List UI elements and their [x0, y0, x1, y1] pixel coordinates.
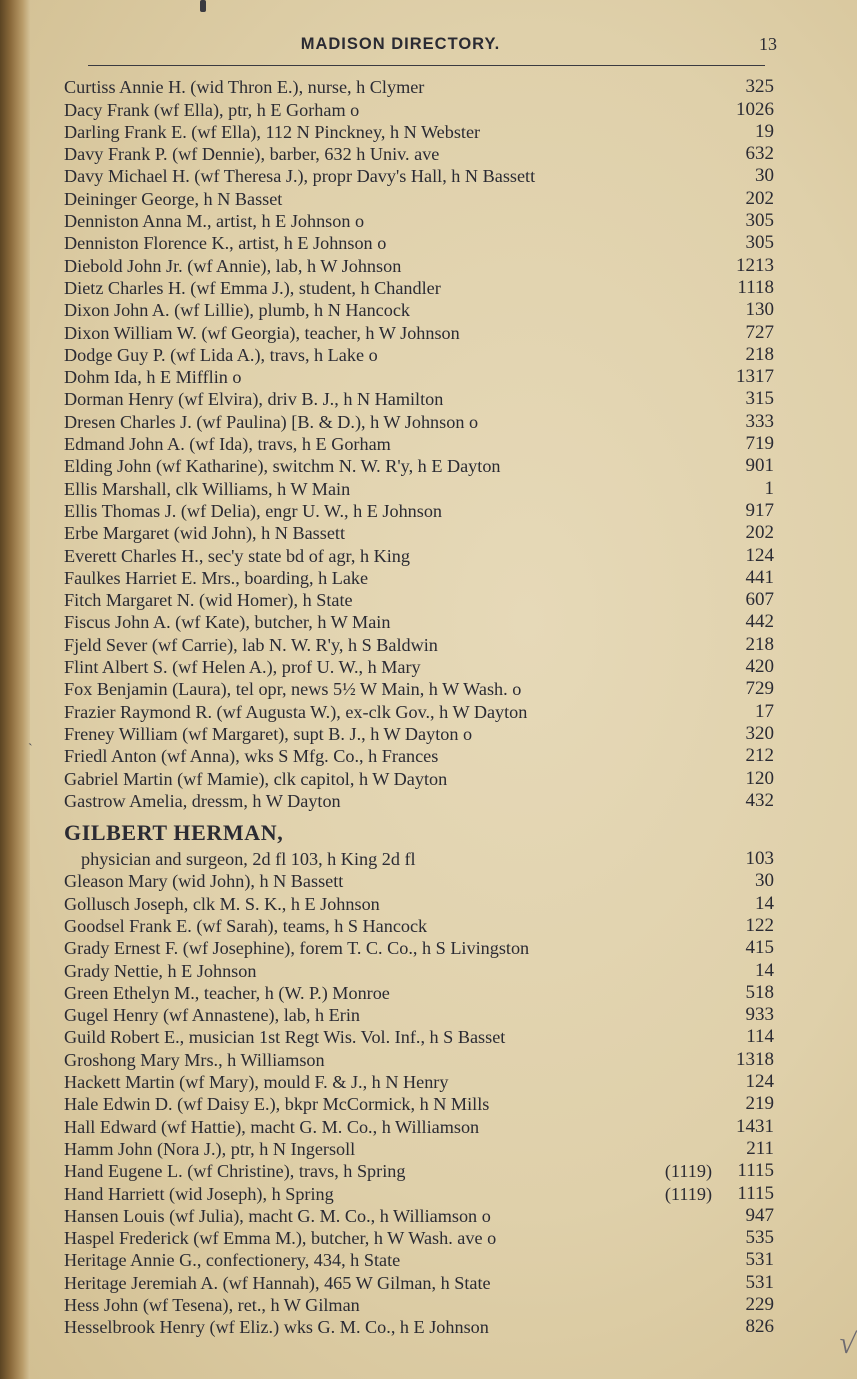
directory-entry: [64, 544, 774, 566]
entry-alt-number: (1119): [664, 1183, 712, 1204]
entry-number: 212: [745, 745, 774, 767]
directory-entry: [64, 1048, 774, 1070]
directory-entry: [64, 1227, 774, 1249]
entry-text: Hale Edwin D. (wf Daisy E.), bkpr McCormick, h N Mills: [64, 1094, 490, 1115]
directory-entry: [64, 915, 774, 937]
entry-number: 202: [745, 187, 774, 209]
entry-number: 607: [745, 589, 774, 611]
entry-text: Erbe Margaret (wid John), h N Bassett: [64, 523, 346, 544]
directory-entry: [64, 1294, 774, 1316]
entry-text: Dacy Frank (wf Ella), ptr, h E Gorham o: [64, 99, 360, 120]
entry-text: Davy Frank P. (wf Dennie), barber, 632 h Univ. ave: [64, 144, 440, 165]
directory-entry: [64, 410, 774, 432]
entry-text: Heritage Annie G., confectionery, 434, h State: [64, 1250, 401, 1271]
entry-text: Groshong Mary Mrs., h Williamson: [64, 1049, 325, 1070]
directory-entry: [64, 76, 774, 98]
entry-number: 933: [745, 1004, 774, 1026]
entry-text: Fox Benjamin (Laura), tel opr, news 5½ W Main, h W Wash. o: [64, 679, 522, 700]
entry-number: 901: [745, 455, 774, 477]
entries-list-top: [64, 76, 774, 812]
entry-text: Elding John (wf Katharine), switchm N. W. R'y, h E Dayton: [64, 456, 501, 477]
directory-entry: [64, 1316, 774, 1338]
entry-text: Green Ethelyn M., teacher, h (W. P.) Monroe: [64, 982, 390, 1003]
entry-text: Gugel Henry (wf Annastene), lab, h Erin: [64, 1005, 360, 1026]
entry-number: 30: [755, 870, 774, 892]
directory-entry: [64, 277, 774, 299]
directory-entry: [64, 589, 774, 611]
page-number: 13: [759, 34, 777, 54]
entry-text: Dixon William W. (wf Georgia), teacher, h W Johnson: [64, 322, 460, 343]
entry-text: Denniston Florence K., artist, h E Johnson o: [64, 233, 387, 254]
directory-entry: [64, 700, 774, 722]
entry-number: 441: [745, 566, 774, 588]
entry-text: Freney William (wf Margaret), supt B. J., h W Dayton o: [64, 723, 473, 744]
entry-number: 114: [746, 1026, 774, 1048]
directory-entry: [64, 767, 774, 789]
directory-entry: [64, 1115, 774, 1137]
directory-entry: [64, 892, 774, 914]
directory-entry: [64, 477, 774, 499]
entry-text: Everett Charles H., sec'y state bd of agr, h King: [64, 545, 410, 566]
entry-text: Ellis Marshall, clk Williams, h W Main: [64, 478, 351, 499]
entry-number: 305: [745, 232, 774, 254]
entry-number: 1317: [736, 366, 774, 388]
entry-text: Fiscus John A. (wf Kate), butcher, h W Main: [64, 612, 391, 633]
entry-number: 325: [745, 76, 774, 98]
entry-number: 211: [746, 1137, 774, 1159]
entry-text: Friedl Anton (wf Anna), wks S Mfg. Co., h Frances: [64, 746, 439, 767]
entry-text: Dohm Ida, h E Mifflin o: [64, 367, 242, 388]
entry-number: 218: [745, 633, 774, 655]
entry-number: 124: [745, 1071, 774, 1093]
entry-number: 1213: [736, 254, 774, 276]
directory-entry: [64, 433, 774, 455]
entry-number: 719: [745, 433, 774, 455]
featured-name: GILBERT HERMAN,: [64, 819, 284, 845]
entry-text: Darling Frank E. (wf Ella), 112 N Pinckney, h N Webster: [64, 121, 481, 142]
directory-entry: [64, 567, 774, 589]
entry-text: Hand Eugene L. (wf Christine), travs, h Spring: [64, 1161, 406, 1182]
directory-entry: [64, 870, 774, 892]
entry-number: 415: [745, 937, 774, 959]
entry-number: 122: [745, 914, 774, 936]
entry-text: physician and surgeon, 2d fl 103, h King 2d fl: [81, 849, 416, 870]
directory-entry: [64, 1205, 774, 1227]
directory-entry: [64, 522, 774, 544]
directory-entry: [64, 1071, 774, 1093]
entry-number: 632: [745, 143, 774, 165]
margin-mark: `: [28, 742, 33, 757]
directory-entry: [64, 656, 774, 678]
directory-entry: [64, 321, 774, 343]
featured-entry-name: [64, 812, 774, 848]
header-rule: [88, 65, 765, 66]
directory-entry: [64, 745, 774, 767]
entry-text: Haspel Frederick (wf Emma M.), butcher, h W Wash. ave o: [64, 1228, 497, 1249]
directory-entry: [64, 611, 774, 633]
directory-entry: [64, 344, 774, 366]
directory-entry: [64, 455, 774, 477]
entry-number: 1: [764, 477, 774, 499]
directory-entries: [64, 76, 774, 1338]
entry-text: Dixon John A. (wf Lillie), plumb, h N Hancock: [64, 300, 411, 321]
directory-entry: [64, 937, 774, 959]
entry-text: Guild Robert E., musician 1st Regt Wis. Vol. Inf., h S Basset: [64, 1027, 506, 1048]
featured-entry-detail: [64, 848, 774, 870]
directory-entry: [64, 500, 774, 522]
entry-text: Hansen Louis (wf Julia), macht G. M. Co., h Williamson o: [64, 1205, 491, 1226]
directory-entry: [64, 790, 774, 812]
directory-entry: [64, 210, 774, 232]
entry-number: 229: [745, 1294, 774, 1316]
entry-text: Diebold John Jr. (wf Annie), lab, h W Johnson: [64, 255, 402, 276]
entry-number: 917: [745, 499, 774, 521]
entry-text: Gleason Mary (wid John), h N Bassett: [64, 871, 344, 892]
entry-number: 17: [755, 700, 774, 722]
entry-text: Gastrow Amelia, dressm, h W Dayton: [64, 790, 341, 811]
entry-number: 727: [745, 321, 774, 343]
entry-number: 1318: [736, 1048, 774, 1070]
entry-number: 420: [745, 656, 774, 678]
entry-number: 120: [745, 767, 774, 789]
directory-entry: [64, 1249, 774, 1271]
entry-text: Gollusch Joseph, clk M. S. K., h E Johnson: [64, 893, 380, 914]
entry-alt-number: (1119): [664, 1161, 712, 1182]
entry-number: 442: [745, 611, 774, 633]
entry-number: 535: [745, 1227, 774, 1249]
entry-text: Hackett Martin (wf Mary), mould F. & J., h N Henry: [64, 1072, 449, 1093]
directory-entry: [64, 1182, 774, 1204]
entry-text: Davy Michael H. (wf Theresa J.), propr Davy's Hall, h N Bassett: [64, 166, 536, 187]
directory-entry: [64, 1160, 774, 1182]
entry-number: 1115: [737, 1182, 774, 1204]
directory-entry: [64, 232, 774, 254]
entry-number: 202: [745, 522, 774, 544]
entry-number: 518: [745, 981, 774, 1003]
entry-text: Hamm John (Nora J.), ptr, h N Ingersoll: [64, 1138, 356, 1159]
entry-text: Heritage Jeremiah A. (wf Hannah), 465 W Gilman, h State: [64, 1272, 491, 1293]
entry-text: Ellis Thomas J. (wf Delia), engr U. W., h E Johnson: [64, 500, 443, 521]
entry-number: 826: [745, 1316, 774, 1338]
directory-entry: [64, 982, 774, 1004]
directory-entry: [64, 366, 774, 388]
entry-number: 218: [745, 343, 774, 365]
entry-number: 305: [745, 210, 774, 232]
entry-text: Gabriel Martin (wf Mamie), clk capitol, h W Dayton: [64, 768, 448, 789]
directory-entry: [64, 1271, 774, 1293]
page-title: MADISON DIRECTORY.: [300, 35, 501, 53]
entry-number: 103: [745, 848, 774, 870]
directory-entry: [64, 1138, 774, 1160]
directory-entry: [64, 254, 774, 276]
entry-text: Hesselbrook Henry (wf Eliz.) wks G. M. Co., h E Johnson: [64, 1317, 489, 1338]
directory-entry: [64, 299, 774, 321]
entry-text: Goodsel Frank E. (wf Sarah), teams, h S Hancock: [64, 915, 428, 936]
entry-number: 14: [755, 892, 774, 914]
entry-text: Faulkes Harriet E. Mrs., boarding, h Lake: [64, 567, 369, 588]
entry-text: Dodge Guy P. (wf Lida A.), travs, h Lake o: [64, 344, 378, 365]
book-binding: [0, 0, 30, 1379]
entry-text: Dorman Henry (wf Elvira), driv B. J., h N Hamilton: [64, 389, 444, 410]
directory-entry: [64, 165, 774, 187]
directory-entry: [64, 959, 774, 981]
entry-text: Grady Nettie, h E Johnson: [64, 960, 257, 981]
entry-number: 19: [755, 120, 774, 142]
entry-text: Hall Edward (wf Hattie), macht G. M. Co., h Williamson: [64, 1116, 480, 1137]
directory-entry: [64, 98, 774, 120]
directory-entry: [64, 678, 774, 700]
entry-number: 315: [745, 388, 774, 410]
entry-text: Flint Albert S. (wf Helen A.), prof U. W., h Mary: [64, 657, 421, 678]
entry-number: 320: [745, 722, 774, 744]
directory-entry: [64, 723, 774, 745]
entry-text: Fitch Margaret N. (wid Homer), h State: [64, 590, 353, 611]
directory-entry: [64, 143, 774, 165]
entry-text: Deininger George, h N Basset: [64, 188, 283, 209]
entry-number: 130: [745, 299, 774, 321]
entry-text: Hess John (wf Tesena), ret., h W Gilman: [64, 1295, 360, 1316]
entry-number: 219: [745, 1093, 774, 1115]
entry-number: 30: [755, 165, 774, 187]
entry-number: 1115: [737, 1160, 774, 1182]
entry-text: Dietz Charles H. (wf Emma J.), student, h Chandler: [64, 277, 441, 298]
directory-entry: [64, 388, 774, 410]
directory-entry: [64, 121, 774, 143]
directory-entry: [64, 1004, 774, 1026]
entry-text: Curtiss Annie H. (wid Thron E.), nurse, h Clymer: [64, 77, 425, 98]
entry-number: 531: [745, 1249, 774, 1271]
entry-number: 14: [755, 959, 774, 981]
entry-number: 947: [745, 1204, 774, 1226]
entry-text: Frazier Raymond R. (wf Augusta W.), ex-clk Gov., h W Dayton: [64, 701, 528, 722]
directory-entry: [64, 633, 774, 655]
entry-text: Edmand John A. (wf Ida), travs, h E Gorham: [64, 434, 391, 455]
entry-text: Hand Harriett (wid Joseph), h Spring: [64, 1183, 334, 1204]
entry-text: Denniston Anna M., artist, h E Johnson o: [64, 211, 365, 232]
directory-entry: [64, 1026, 774, 1048]
entry-number: 531: [745, 1271, 774, 1293]
directory-page: [30, 0, 857, 1379]
entry-number: 1026: [736, 98, 774, 120]
entry-number: 1118: [737, 276, 774, 298]
page-header: [62, 32, 777, 60]
check-mark: √: [836, 1326, 857, 1361]
entry-text: Grady Ernest F. (wf Josephine), forem T. C. Co., h S Livingston: [64, 938, 530, 959]
entry-text: Fjeld Sever (wf Carrie), lab N. W. R'y, h S Baldwin: [64, 634, 438, 655]
directory-entry: [64, 1093, 774, 1115]
entry-number: 432: [745, 789, 774, 811]
entries-list-bottom: [64, 870, 774, 1338]
entry-number: 729: [745, 678, 774, 700]
entry-number: 1431: [736, 1115, 774, 1137]
entry-text: Dresen Charles J. (wf Paulina) [B. & D.), h W Johnson o: [64, 411, 479, 432]
entry-number: 333: [745, 410, 774, 432]
ink-mark: [200, 0, 206, 12]
directory-entry: [64, 187, 774, 209]
entry-number: 124: [745, 544, 774, 566]
